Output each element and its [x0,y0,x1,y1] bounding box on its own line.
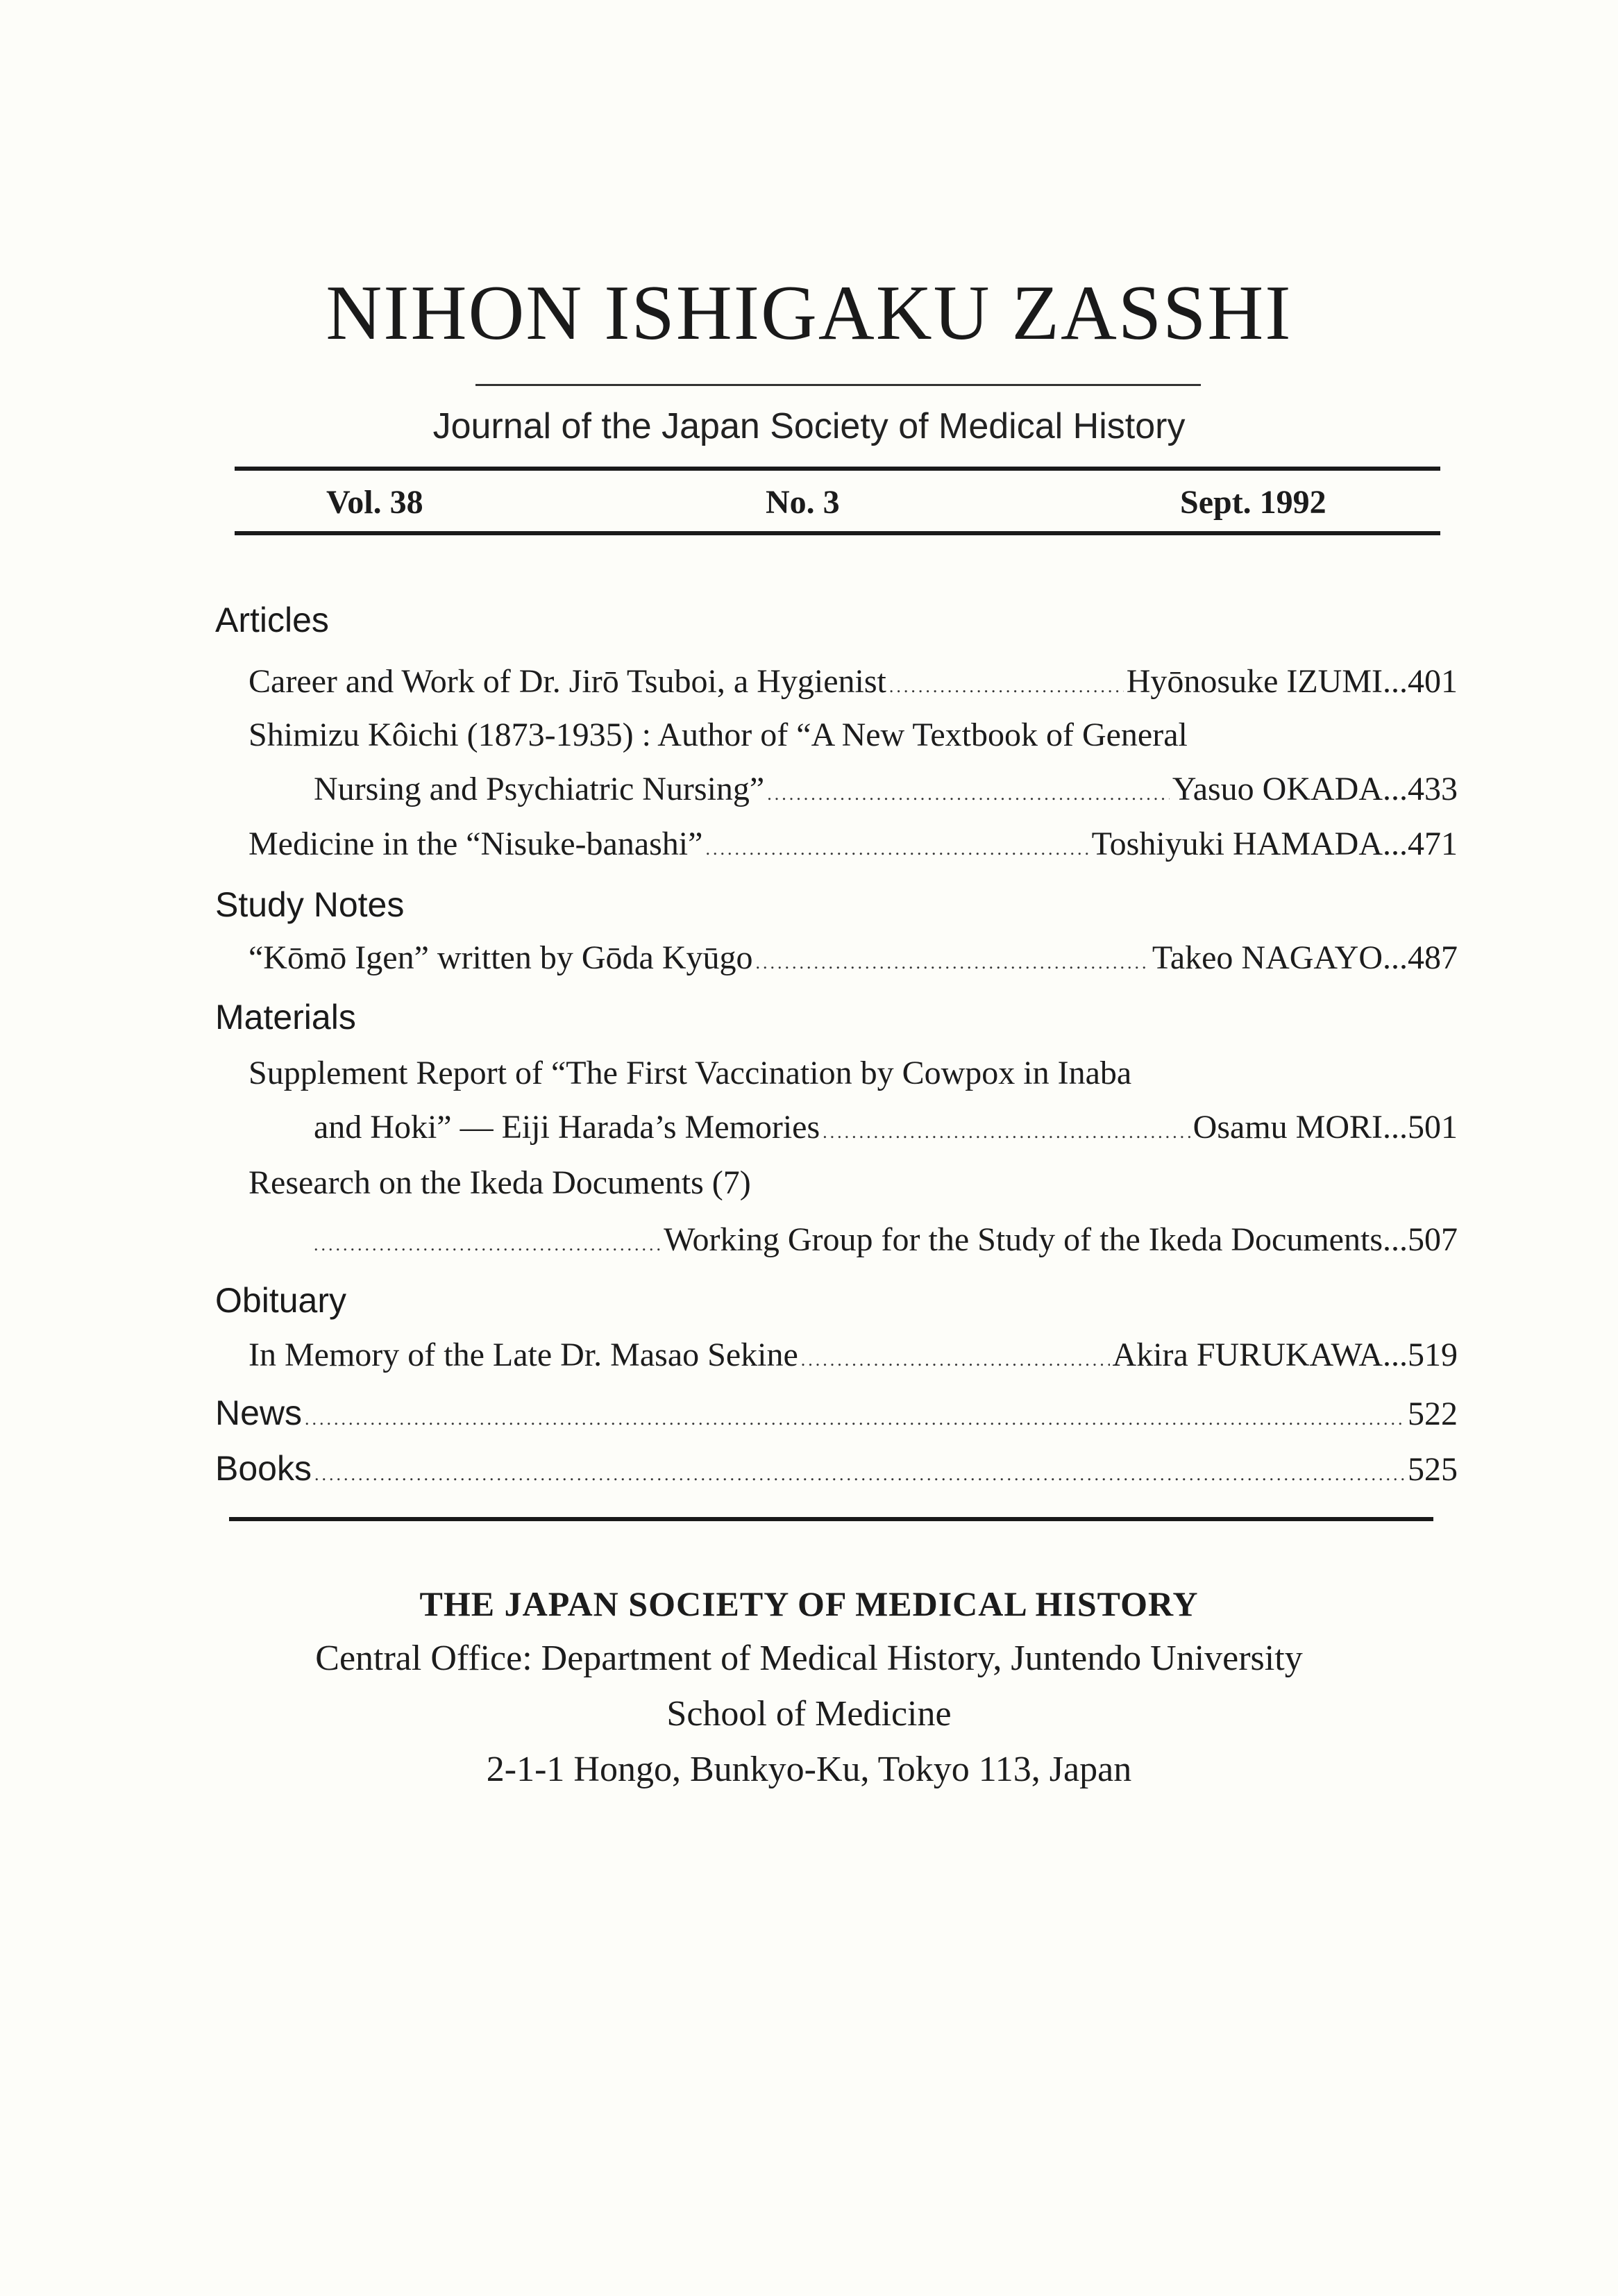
dot-leader [705,840,1088,858]
entry-author: Yasuo OKADA [1172,771,1383,807]
toc-entry [314,773,1458,806]
society-school: School of Medicine [666,1694,952,1734]
section-heading-news: News [215,1393,303,1432]
entry-page: ...433 [1383,771,1458,807]
entry-page: ...487 [1383,939,1458,976]
toc-entry [248,941,1458,975]
title-divider [475,384,1201,386]
issue-rule-top [235,467,1440,471]
entry-author: Hyōnosuke IZUMI [1126,663,1383,700]
toc-entry [314,1111,1458,1144]
section-heading-materials: Materials [215,998,356,1037]
toc-entry [248,1336,1458,1373]
toc-entry-books [215,1451,1458,1486]
dot-leader [823,1123,1190,1141]
journal-subtitle: Journal of the Japan Society of Medical History [432,406,1186,446]
dot-leader [305,1410,1405,1428]
bottom-rule [229,1517,1433,1521]
issue-date: Sept. 1992 [1180,484,1326,521]
section-heading-obituary: Obituary [215,1281,346,1320]
entry-title-line2: Nursing and Psychiatric Nursing” [314,771,765,807]
society-address: 2-1-1 Hongo, Bunkyo-Ku, Tokyo 113, Japan [486,1750,1132,1789]
issue-rule-bottom [235,531,1440,535]
section-heading-books: Books [215,1449,312,1488]
entry-title-line2: and Hoki” — Eiji Harada’s Memories [314,1109,820,1146]
entry-author: Osamu MORI [1193,1109,1383,1146]
entry-page: ...507 [1383,1221,1458,1258]
entry-page: ...401 [1383,663,1458,700]
entry-title-line1: Supplement Report of “The First Vaccination by Cowpox in Inaba [248,1055,1132,1091]
dot-leader [314,1466,1405,1484]
entry-title: Career and Work of Dr. Jirō Tsuboi, a Hygienist [248,663,886,700]
dot-leader [756,954,1149,972]
entry-page: 525 [1408,1451,1458,1488]
issue-volume: Vol. 38 [326,484,423,521]
entry-title-line1: Shimizu Kôichi (1873-1935) : Author of “A New Textbook of General [248,717,1188,753]
entry-page: ...501 [1383,1109,1458,1146]
section-heading-study-notes: Study Notes [215,885,405,924]
journal-title: NIHON ISHIGAKU ZASSHI [326,270,1292,356]
society-office: Central Office: Department of Medical History, Juntendo University [315,1639,1303,1678]
entry-title: In Memory of the Late Dr. Masao Sekine [248,1336,798,1373]
toc-entry [248,665,1458,698]
toc-entry-news [215,1393,1458,1432]
entry-author: Working Group for the Study of the Ikeda Documents [664,1221,1383,1258]
entry-title: Medicine in the “Nisuke-banashi” [248,826,703,862]
society-name: THE JAPAN SOCIETY OF MEDICAL HISTORY [419,1584,1199,1623]
dot-leader [314,1236,661,1254]
dot-leader [767,785,1170,803]
section-heading-articles: Articles [215,601,329,639]
dot-leader [889,678,1124,696]
entry-author: Akira FURUKAWA [1112,1336,1383,1373]
toc-entry [314,1223,1458,1257]
entry-author: Toshiyuki HAMADA [1091,826,1383,862]
toc-entry [248,828,1458,861]
entry-author: Takeo NAGAYO [1152,939,1383,976]
entry-page: ...471 [1383,826,1458,862]
entry-page: ...519 [1383,1336,1458,1373]
entry-page: 522 [1408,1396,1458,1432]
entry-title: “Kōmō Igen” written by Gōda Kyūgo [248,939,753,976]
dot-leader [801,1351,1110,1369]
entry-title-line1: Research on the Ikeda Documents (7) [248,1164,751,1201]
issue-number: No. 3 [766,484,840,521]
